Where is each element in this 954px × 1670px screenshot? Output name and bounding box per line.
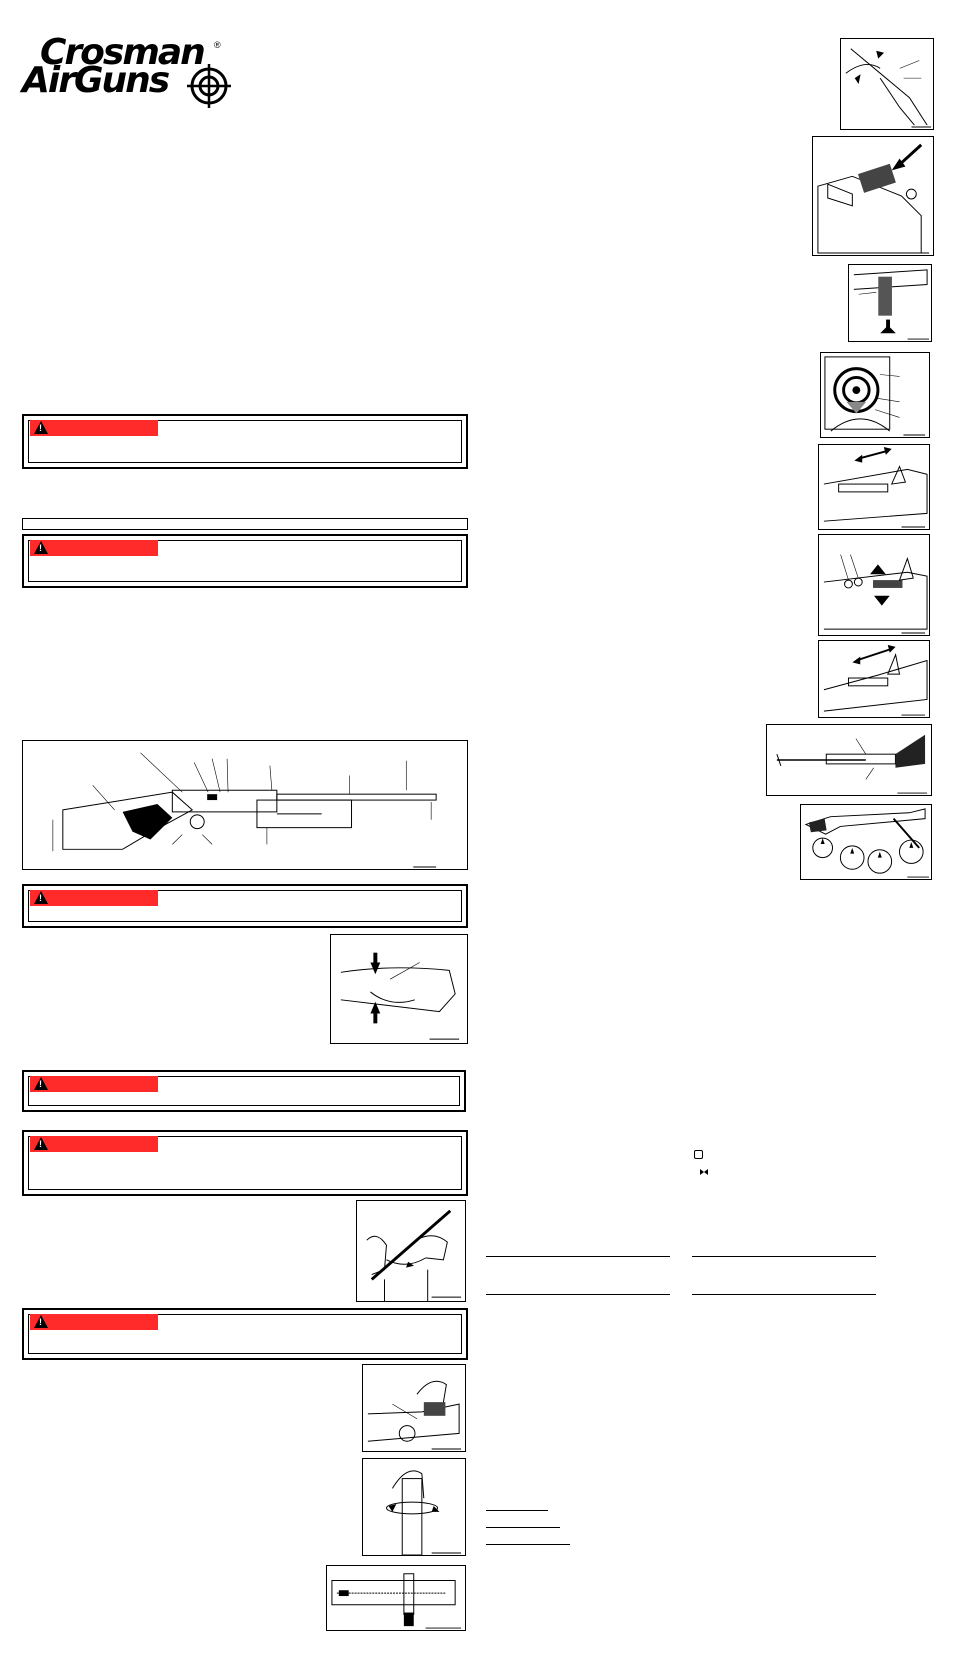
warning-box-4 [22, 1070, 466, 1112]
section-rule-box [22, 518, 468, 530]
crosman-logo [22, 32, 232, 108]
warning-triangle-icon [34, 421, 48, 434]
bowtie-bullet-icon [700, 1169, 708, 1175]
warning-label-bar [30, 1076, 158, 1092]
warning-box-5 [22, 1130, 468, 1196]
warning-label-bar [30, 420, 158, 436]
safety-button-figure [330, 934, 468, 1044]
magazine-insert-figure [812, 136, 934, 256]
rear-sight-figure-3 [818, 640, 930, 718]
checkbox-icon[interactable] [694, 1150, 703, 1159]
rear-sight-figure-2 [818, 534, 930, 636]
warning-box-1 [22, 414, 468, 469]
logo-line-1: Crosman [40, 32, 204, 73]
warning-label-bar [30, 540, 158, 556]
warning-triangle-icon [34, 891, 48, 904]
form-line-1 [486, 1256, 670, 1257]
sight-picture-figure [820, 352, 930, 438]
warning-label-bar [30, 890, 158, 906]
warning-box-2 [22, 534, 468, 588]
cleaning-rod-figure [766, 724, 932, 796]
form-line-3 [486, 1294, 670, 1295]
crosshair-icon [187, 64, 231, 108]
form-line-5 [486, 1510, 548, 1511]
warning-box-3 [22, 884, 468, 928]
warning-triangle-icon [34, 541, 48, 554]
warning-triangle-icon [34, 1315, 48, 1328]
form-line-6 [486, 1527, 560, 1528]
rifle-parts-diagram [22, 740, 468, 870]
loading-figure [362, 1364, 466, 1452]
registered-mark: ® [214, 40, 221, 50]
magazine-push-figure [848, 264, 932, 342]
warning-triangle-icon [34, 1137, 48, 1150]
warning-triangle-icon [34, 1077, 48, 1090]
form-line-7 [486, 1544, 570, 1545]
form-line-2 [692, 1256, 876, 1257]
pumping-figure [356, 1200, 466, 1302]
warning-label-bar [30, 1136, 158, 1152]
rear-sight-figure-1 [818, 444, 930, 530]
twist-figure [362, 1458, 466, 1556]
logo-line-2: AirGuns [22, 60, 169, 101]
warning-box-6 [22, 1308, 468, 1360]
sight-adjust-figure [326, 1565, 466, 1631]
form-line-4 [692, 1294, 876, 1295]
hand-safety-figure [840, 38, 934, 130]
lubrication-points-figure [800, 804, 932, 880]
warning-label-bar [30, 1314, 158, 1330]
